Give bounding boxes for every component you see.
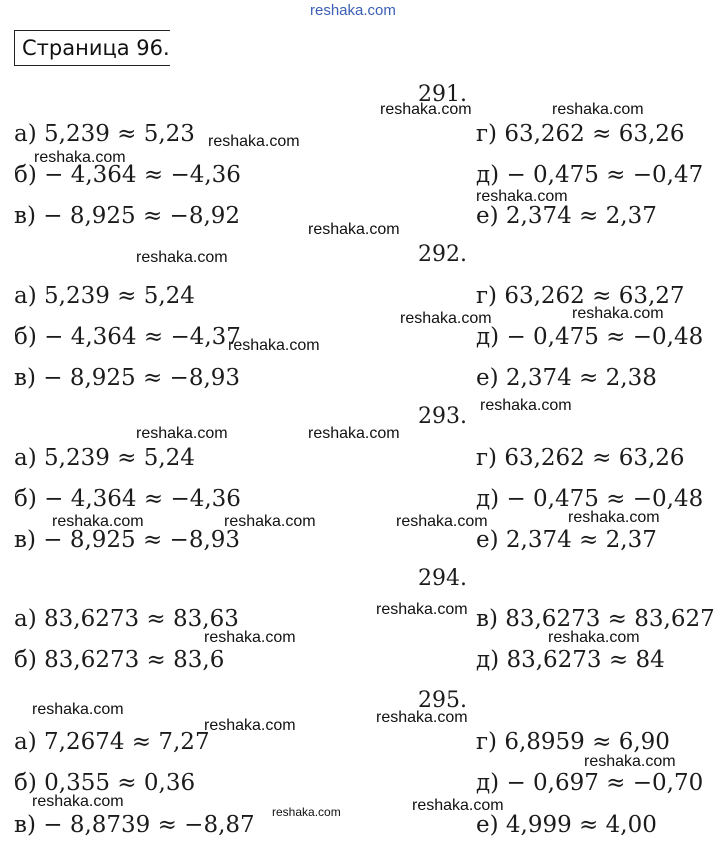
watermark: reshaka.com bbox=[548, 629, 640, 646]
page-title-box bbox=[14, 30, 170, 66]
watermark: reshaka.com bbox=[412, 797, 504, 814]
watermark-small: reshaka.com bbox=[272, 805, 341, 819]
problem-292-e: е) 2,374 ≈ 2,38 bbox=[476, 365, 657, 391]
page-title: Страница 96. bbox=[22, 36, 170, 60]
watermark: reshaka.com bbox=[308, 221, 400, 238]
problem-295-d: д) − 0,697 ≈ −0,70 bbox=[476, 770, 704, 796]
problem-291-d: д) − 0,475 ≈ −0,47 bbox=[476, 162, 704, 188]
problem-292-b: б) − 4,364 ≈ −4,37 bbox=[14, 324, 241, 350]
watermark: reshaka.com bbox=[376, 709, 468, 726]
watermark: reshaka.com bbox=[572, 305, 664, 322]
problem-291-e: е) 2,374 ≈ 2,37 bbox=[476, 203, 657, 229]
watermark: reshaka.com bbox=[308, 425, 400, 442]
watermark: reshaka.com bbox=[32, 701, 124, 718]
problem-293-e: е) 2,374 ≈ 2,37 bbox=[476, 527, 657, 553]
problem-293-d: д) − 0,475 ≈ −0,48 bbox=[476, 486, 704, 512]
problem-293-number: 293. bbox=[418, 404, 467, 429]
problem-295-e: е) 4,999 ≈ 4,00 bbox=[476, 812, 657, 838]
problem-291-a: а) 5,239 ≈ 5,23 bbox=[14, 121, 195, 147]
watermark: reshaka.com bbox=[224, 513, 316, 530]
problem-294-b: б) 83,6273 ≈ 83,6 bbox=[14, 647, 225, 673]
watermark: reshaka.com bbox=[136, 425, 228, 442]
watermark: reshaka.com bbox=[396, 513, 488, 530]
watermark: reshaka.com bbox=[584, 753, 676, 770]
problem-293-b: б) − 4,364 ≈ −4,36 bbox=[14, 486, 241, 512]
watermark: reshaka.com bbox=[400, 310, 492, 327]
problem-292-number: 292. bbox=[418, 242, 467, 267]
watermark: reshaka.com bbox=[552, 101, 644, 118]
watermark: reshaka.com bbox=[136, 249, 228, 266]
watermark: reshaka.com bbox=[204, 629, 296, 646]
problem-295-a: а) 7,2674 ≈ 7,27 bbox=[14, 729, 210, 755]
problem-294-v: в) 83,6273 ≈ 83,627 bbox=[476, 606, 715, 632]
watermark: reshaka.com bbox=[208, 133, 300, 150]
watermark: reshaka.com bbox=[52, 513, 144, 530]
problem-292-v: в) − 8,925 ≈ −8,93 bbox=[14, 365, 241, 391]
problem-291-b: б) − 4,364 ≈ −4,36 bbox=[14, 162, 241, 188]
problem-294-a: а) 83,6273 ≈ 83,63 bbox=[14, 606, 239, 632]
watermark: reshaka.com bbox=[480, 397, 572, 414]
problem-291-number: 291. bbox=[418, 82, 467, 107]
watermark: reshaka.com bbox=[376, 601, 468, 618]
problem-293-a: а) 5,239 ≈ 5,24 bbox=[14, 445, 195, 471]
watermark: reshaka.com bbox=[380, 101, 472, 118]
problem-295-number: 295. bbox=[418, 688, 467, 713]
problem-293-v: в) − 8,925 ≈ −8,93 bbox=[14, 527, 241, 553]
problem-292-g: г) 63,262 ≈ 63,27 bbox=[476, 283, 685, 309]
problem-295-g: г) 6,8959 ≈ 6,90 bbox=[476, 729, 670, 755]
problem-294-d: д) 83,6273 ≈ 84 bbox=[476, 647, 665, 673]
watermark: reshaka.com bbox=[34, 149, 126, 166]
problem-291-g: г) 63,262 ≈ 63,26 bbox=[476, 121, 685, 147]
problem-292-a: а) 5,239 ≈ 5,24 bbox=[14, 283, 195, 309]
problem-295-b: б) 0,355 ≈ 0,36 bbox=[14, 770, 196, 796]
problem-294-number: 294. bbox=[418, 566, 467, 591]
problem-291-v: в) − 8,925 ≈ −8,92 bbox=[14, 203, 241, 229]
problem-295-v: в) − 8,8739 ≈ −8,87 bbox=[14, 812, 255, 838]
watermark: reshaka.com bbox=[32, 793, 124, 810]
watermark: reshaka.com bbox=[568, 509, 660, 526]
site-watermark-top[interactable]: reshaka.com bbox=[310, 2, 396, 19]
problem-292-d: д) − 0,475 ≈ −0,48 bbox=[476, 324, 704, 350]
watermark: reshaka.com bbox=[476, 188, 568, 205]
problem-293-g: г) 63,262 ≈ 63,26 bbox=[476, 445, 685, 471]
watermark: reshaka.com bbox=[204, 717, 296, 734]
watermark: reshaka.com bbox=[228, 337, 320, 354]
